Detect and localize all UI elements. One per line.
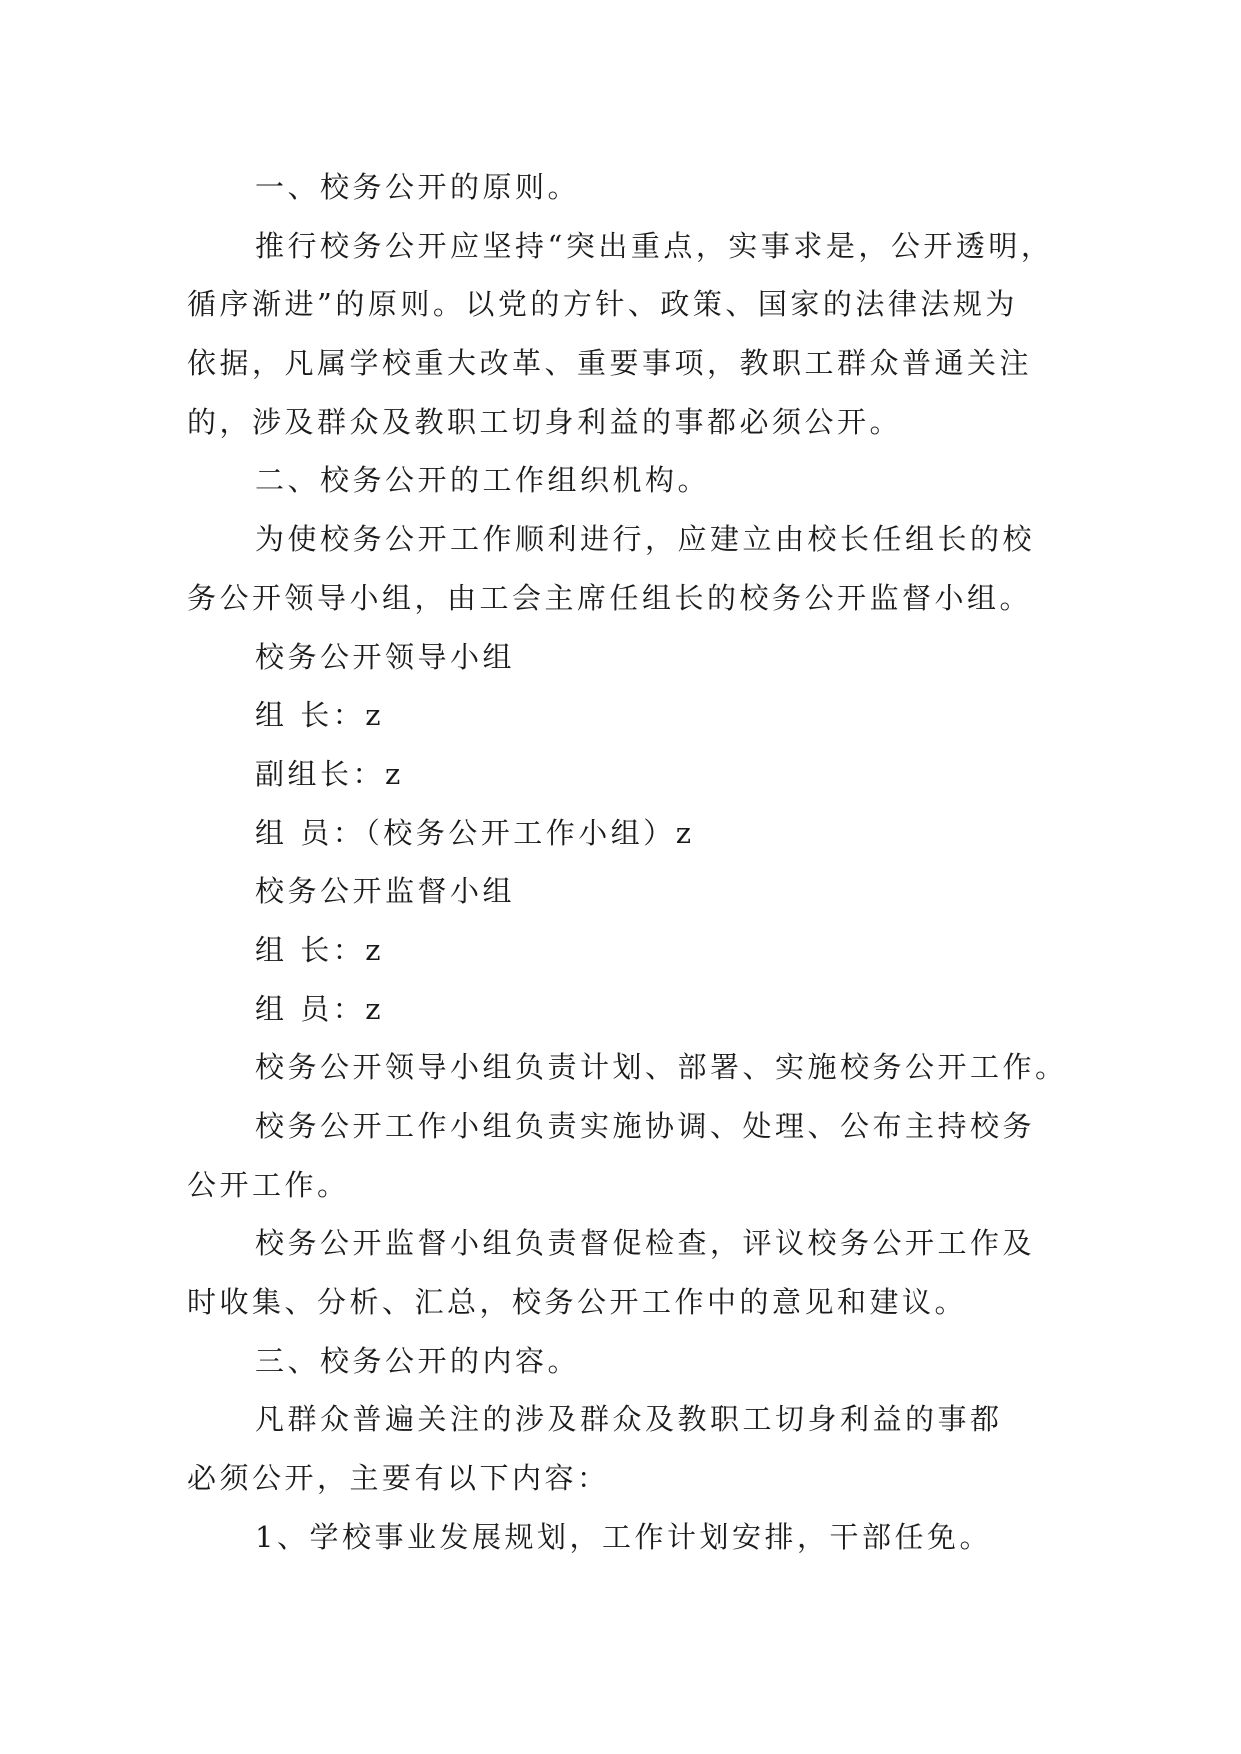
section-heading-principles: 一、校务公开的原则。: [255, 170, 581, 204]
paragraph-line: 公开工作。: [187, 1167, 350, 1202]
paragraph-line: 为使校务公开工作顺利进行，应建立由校长任组长的校: [255, 522, 1036, 557]
paragraph-line: 必须公开，主要有以下内容：: [187, 1461, 610, 1496]
paragraph-line: 校务公开工作小组负责实施协调、处理、公布主持校务: [255, 1109, 1036, 1143]
member-line: 组 员：z: [255, 991, 384, 1026]
section-heading-content: 三、校务公开的内容。: [255, 1343, 581, 1378]
member-line: 组 长：z: [255, 932, 384, 967]
group-title-supervision: 校务公开监督小组: [255, 874, 516, 909]
member-line: 副组长：z: [255, 756, 404, 791]
paragraph-line: 凡群众普遍关注的涉及群众及教职工切身利益的事都: [255, 1402, 1003, 1437]
paragraph-line: 循序渐进”的原则。以党的方针、政策、国家的法律法规为: [187, 287, 1018, 322]
paragraph-line: 校务公开监督小组负责督促检查，评议校务公开工作及: [255, 1226, 1036, 1261]
paragraph-line: 校务公开领导小组负责计划、部署、实施校务公开工作。: [255, 1050, 1068, 1085]
list-item: 1、学校事业发展规划，工作计划安排，干部任免。: [255, 1519, 992, 1554]
document-body: [187, 158, 1068, 1567]
paragraph-line: 时收集、分析、汇总，校务公开工作中的意见和建议。: [187, 1285, 968, 1320]
member-line: 组 员：（校务公开工作小组）z: [255, 815, 695, 850]
paragraph-line: 的，涉及群众及教职工切身利益的事都必须公开。: [187, 404, 903, 439]
member-line: 组 长：z: [255, 698, 384, 733]
group-title-leadership: 校务公开领导小组: [255, 639, 516, 674]
section-heading-organization: 二、校务公开的工作组织机构。: [255, 463, 711, 498]
paragraph-line: 推行校务公开应坚持“突出重点，实事求是，公开透明，: [255, 228, 1054, 263]
paragraph-line: 依据，凡属学校重大改革、重要事项，教职工群众普通关注: [187, 346, 1033, 381]
paragraph-line: 务公开领导小组，由工会主席任组长的校务公开监督小组。: [187, 580, 1033, 615]
